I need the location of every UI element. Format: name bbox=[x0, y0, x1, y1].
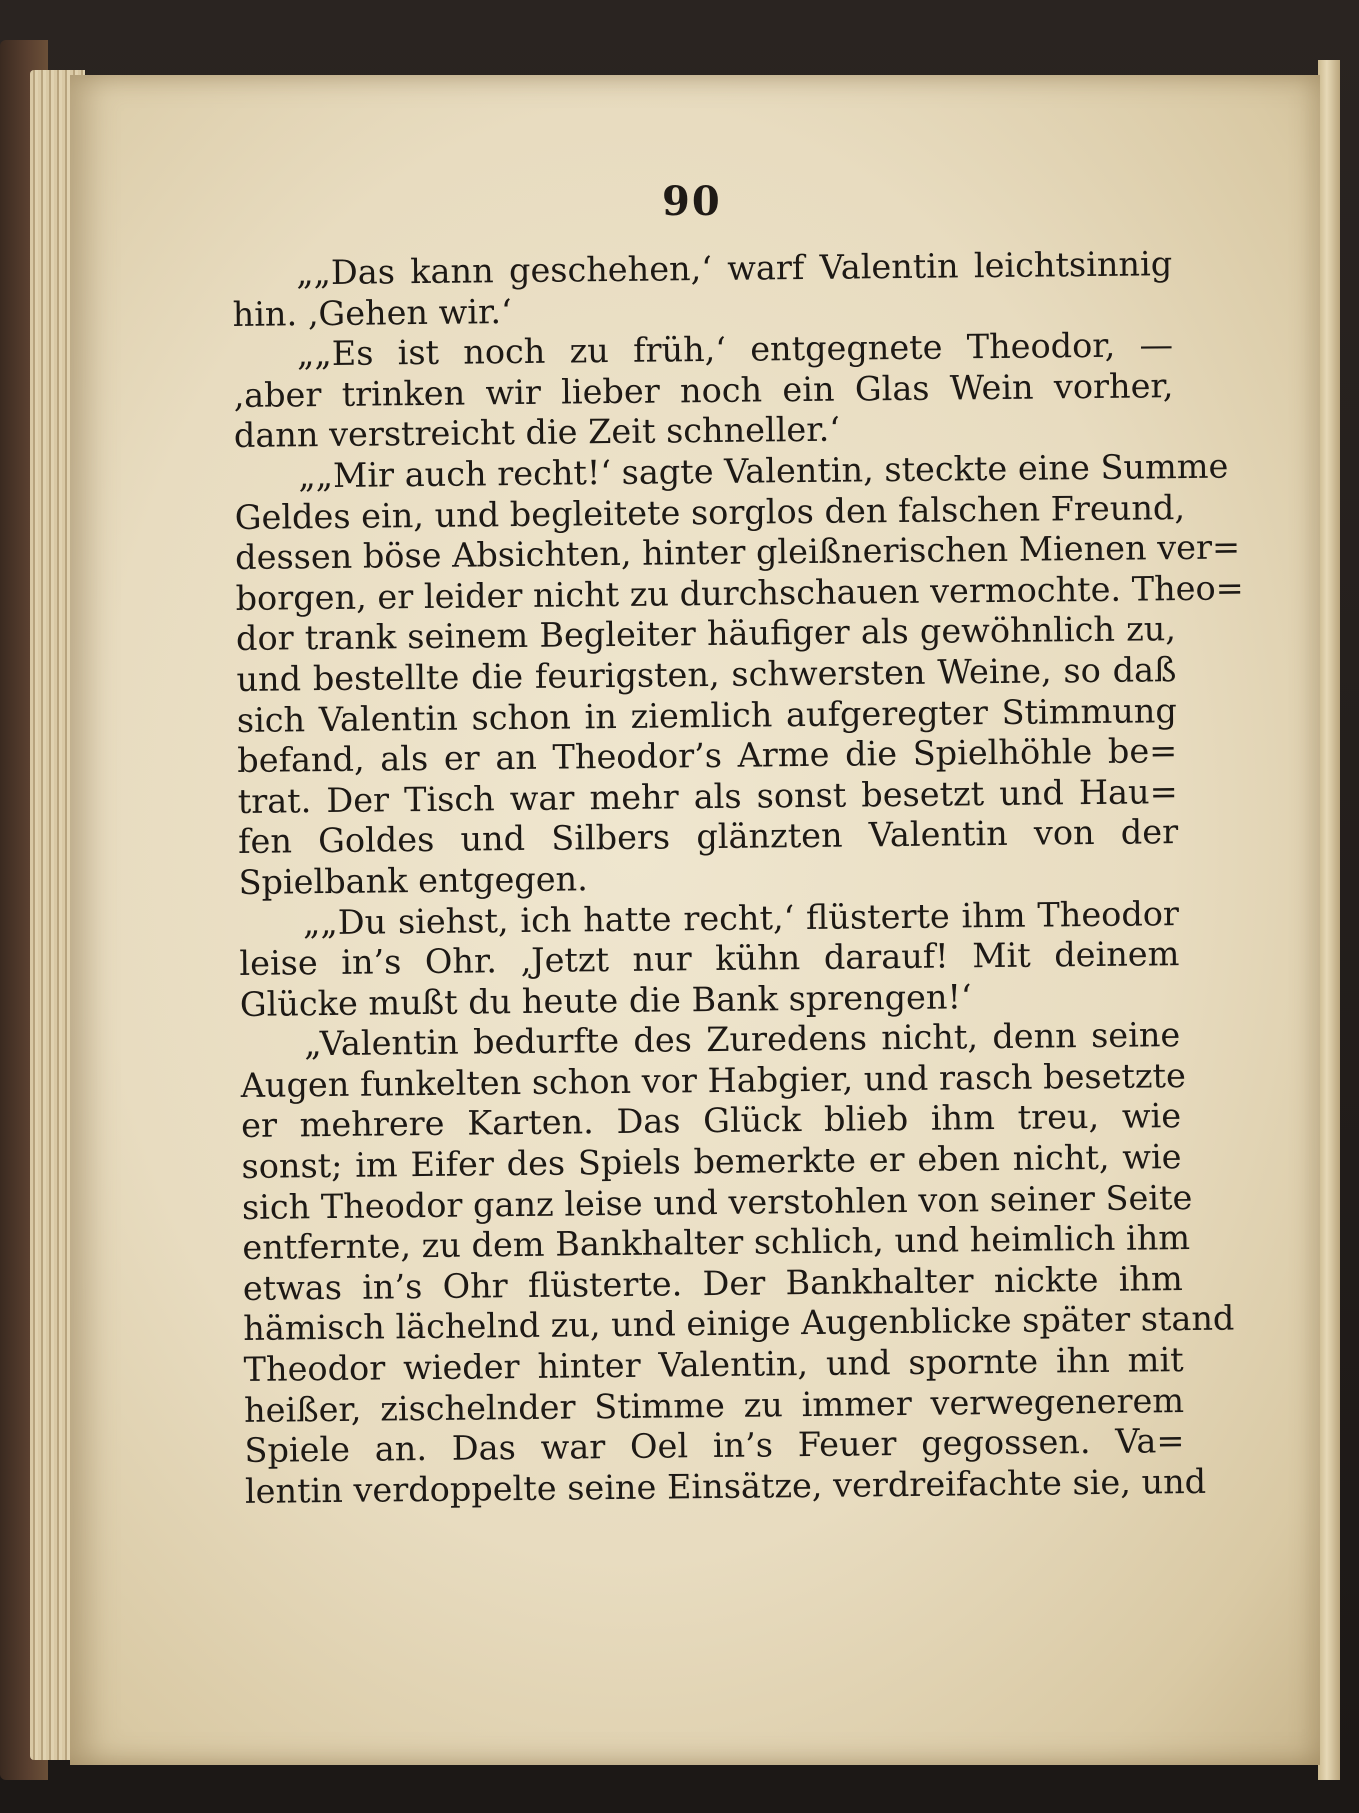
text-line: „„Das kann geschehen,‘ warf Valentin leichtsinnig bbox=[295, 244, 1173, 293]
text-line: heißer, zischelnder Stimme zu immer verwegenerem bbox=[243, 1380, 1185, 1430]
text-line: und bestellte die feurigsten, schwersten Weine, so daß bbox=[236, 650, 1177, 699]
text-line: sich Valentin schon in ziemlich aufgeregter Stimmung bbox=[236, 690, 1178, 740]
text-line: „„Du siehst, ich hatte recht,‘ flüsterte ihm Theodor bbox=[302, 893, 1180, 942]
text-line: befand, als er an Theodor’s Arme die Spielhöhle be= bbox=[237, 731, 1178, 781]
text-line: Spielbank entgegen. bbox=[238, 859, 588, 902]
text-line: Geldes ein, und begleitete sorglos den falschen Freund, bbox=[234, 487, 1186, 537]
text-line: Theodor wieder hinter Valentin, und spornte ihn mit bbox=[243, 1340, 1184, 1389]
text-line: dann verstreicht die Zeit schneller.‘ bbox=[233, 410, 841, 456]
text-line: trat. Der Tisch war mehr als sonst besetzt und Hau= bbox=[237, 771, 1178, 821]
text-line: hämisch lächelnd zu, und einige Augenblicke später stand bbox=[243, 1299, 1235, 1349]
text-line: entfernte, zu dem Bankhalter schlich, und heimlich ihm bbox=[242, 1218, 1191, 1268]
text-line: „„Es ist noch zu früh,‘ entgegnete Theodor, — bbox=[296, 325, 1174, 374]
text-line: leise in’s Ohr. ‚Jetzt nur kühn darauf! Mit deinem bbox=[239, 934, 1180, 984]
text-line: dessen böse Absichten, hinter gleißnerischen Mienen ver= bbox=[234, 527, 1241, 578]
text-line: borgen, er leider nicht zu durchschauen vermochte. Theo= bbox=[235, 568, 1244, 618]
text-line: dor trank seinem Begleiter häufiger als gewöhnlich zu, bbox=[235, 609, 1177, 659]
text-line: fen Goldes und Silbers glänzten Valentin von der bbox=[237, 812, 1179, 862]
text-line: „„Mir auch recht!‘ sagte Valentin, steckte eine Summe bbox=[298, 446, 1229, 496]
text-line: sonst; im Eifer des Spiels bemerkte er eben nicht, wie bbox=[241, 1137, 1182, 1187]
body-text bbox=[232, 244, 1244, 1512]
text-line: ‚aber trinken wir lieber noch ein Glas Wein vorher, bbox=[233, 365, 1174, 415]
text-line: Spiele an. Das war Oel in’s Feuer gegossen. Va= bbox=[244, 1421, 1185, 1471]
text-line: lentin verdoppelte seine Einsätze, verdreifachte sie, und bbox=[244, 1461, 1207, 1511]
text-line: etwas in’s Ohr flüsterte. Der Bankhalter nickte ihm bbox=[242, 1258, 1183, 1308]
page-number: 90 bbox=[662, 178, 722, 225]
text-line: hin. ‚Gehen wir.‘ bbox=[232, 291, 512, 334]
text-line: „Valentin bedurfte des Zuredens nicht, denn seine bbox=[304, 1015, 1181, 1064]
facing-page-edge bbox=[1318, 60, 1340, 1780]
text-line: Augen funkelten schon vor Habgier, und rasch besetzte bbox=[240, 1055, 1187, 1105]
text-line: Glücke mußt du heute die Bank sprengen!‘ bbox=[239, 976, 972, 1024]
text-line: er mehrere Karten. Das Glück blieb ihm treu, wie bbox=[240, 1096, 1182, 1146]
text-line: sich Theodor ganz leise und verstohlen von seiner Seite bbox=[241, 1177, 1193, 1227]
